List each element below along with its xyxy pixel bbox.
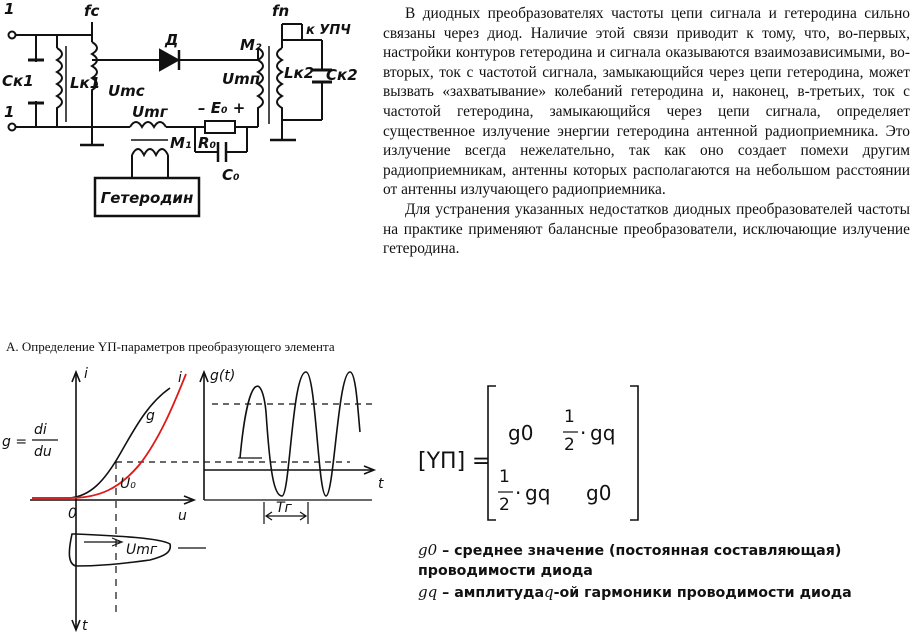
label-m2: M₂: [240, 36, 262, 54]
curve-g-t: [240, 372, 360, 496]
definition-g0: [418, 540, 888, 581]
definition-gq: [418, 583, 898, 601]
matrix-a12-dot: ·: [580, 421, 587, 445]
label-formula-lhs: g =: [2, 434, 28, 450]
section-title: А. Определение YП-параметров преобразующего элемента: [6, 339, 335, 354]
matrix-a12-den: 2: [564, 435, 575, 455]
label-g-curve: g: [146, 408, 155, 424]
text-g0: – среднее значение (постоянная составляющая) проводимости диода: [418, 543, 842, 579]
label-umc: Umc: [108, 82, 145, 100]
symbol-q: q: [544, 583, 554, 601]
label-origin: 0: [68, 506, 77, 522]
curve-g: [32, 388, 170, 498]
resistor-r0: [205, 121, 235, 133]
circuit-diagram: [0, 0, 380, 232]
diode-symbol: [160, 50, 178, 70]
matrix-a22: g0: [586, 481, 612, 505]
matrix-a21-dot: ·: [515, 481, 522, 505]
label-e0: – E₀ +: [198, 99, 246, 117]
label-umg: Umг: [132, 103, 168, 121]
coil-umg: [130, 122, 166, 127]
matrix-a21-var: gq: [525, 481, 551, 505]
label-g-axis: g(t): [210, 368, 236, 384]
label-fc: fc: [84, 2, 100, 20]
label-r0: R₀: [198, 134, 217, 152]
terminal-top: [9, 32, 16, 39]
label-formula-den: du: [34, 444, 52, 460]
matrix-eq: =: [472, 449, 491, 474]
matrix-a21-num: 1: [499, 467, 510, 487]
label-u: u: [178, 508, 187, 524]
matrix-lhs: [YП]: [418, 449, 466, 474]
label-lk2: Lк2: [284, 64, 315, 82]
label-i-curve: i: [178, 370, 182, 386]
matrix-a21-den: 2: [499, 495, 510, 515]
label-lk1: Lк1: [70, 74, 101, 92]
label-t-right: t: [378, 476, 384, 492]
label-tg: Tг: [276, 500, 292, 516]
diode-characteristic-graphs: [0, 352, 420, 638]
label-t-down: t: [82, 618, 88, 634]
yp-matrix: [412, 382, 652, 524]
bracket-right: [630, 386, 638, 520]
coil-lk1: [57, 48, 62, 120]
label-diode: Д: [165, 31, 179, 49]
label-ck2: Cк2: [326, 66, 358, 84]
label-umg-graph: Umг: [126, 542, 158, 558]
label-m1: M₁: [170, 134, 192, 152]
label-ck1: Cк1: [2, 72, 34, 90]
coil-lk2: [277, 48, 282, 124]
label-geterodin: Гетеродин: [100, 189, 194, 207]
label-node-1-bottom: 1: [4, 103, 15, 121]
label-formula-num: di: [34, 422, 47, 438]
matrix-a12-num: 1: [564, 407, 575, 427]
text-gq-a: – амплитуда: [442, 585, 545, 601]
label-u0: U₀: [120, 476, 136, 492]
label-c0: C₀: [222, 166, 240, 184]
terminal-bottom: [9, 124, 16, 131]
body-text: [383, 4, 910, 259]
text-gq-b: -ой гармоники проводимости диода: [553, 585, 852, 601]
paragraph-diode-coupling: В диодных преобразователях частоты цепи сигнала и гетеродина сильно связаны через диод. Наличие этой связи приводит к тому, что, во-первых, настройки контуров гетеродина и сигнала оказываются взаимозависимыми, во-вторых, ток с частотой сигнала, замыкающийся через цепи гетеродина, может вызвать «захватывание» колебаний гетеродина и, наконец, в-третьих, ток с частотой гетеродина, замыкающийся через цепи сигнала, определяет существенное излучение энергии гетеродина антенной радиоприемника. Это излучение всегда нежелательно, так как оно создает помехи другим радиоприемникам, антенны которых располагаются на небольшом расстоянии от антенны излучающего радиоприемника.: [383, 5, 910, 199]
paragraph-balanced-converters: Для устранения указанных недостатков диодных преобразователей частоты на практике применяют балансные преобразователи, исключающие излучение гетеродина.: [383, 200, 910, 258]
coil-m1: [132, 149, 168, 155]
label-umtp: Umп: [222, 70, 261, 88]
symbol-g0: g0: [418, 541, 438, 559]
label-node-1-top: 1: [4, 0, 15, 18]
matrix-a12-var: gq: [590, 421, 616, 445]
label-i-axis: i: [84, 366, 88, 382]
label-upch: к УПЧ: [306, 23, 351, 38]
label-fn: fn: [272, 2, 290, 20]
matrix-a11: g0: [508, 421, 534, 445]
symbol-gq: gq: [418, 583, 438, 601]
